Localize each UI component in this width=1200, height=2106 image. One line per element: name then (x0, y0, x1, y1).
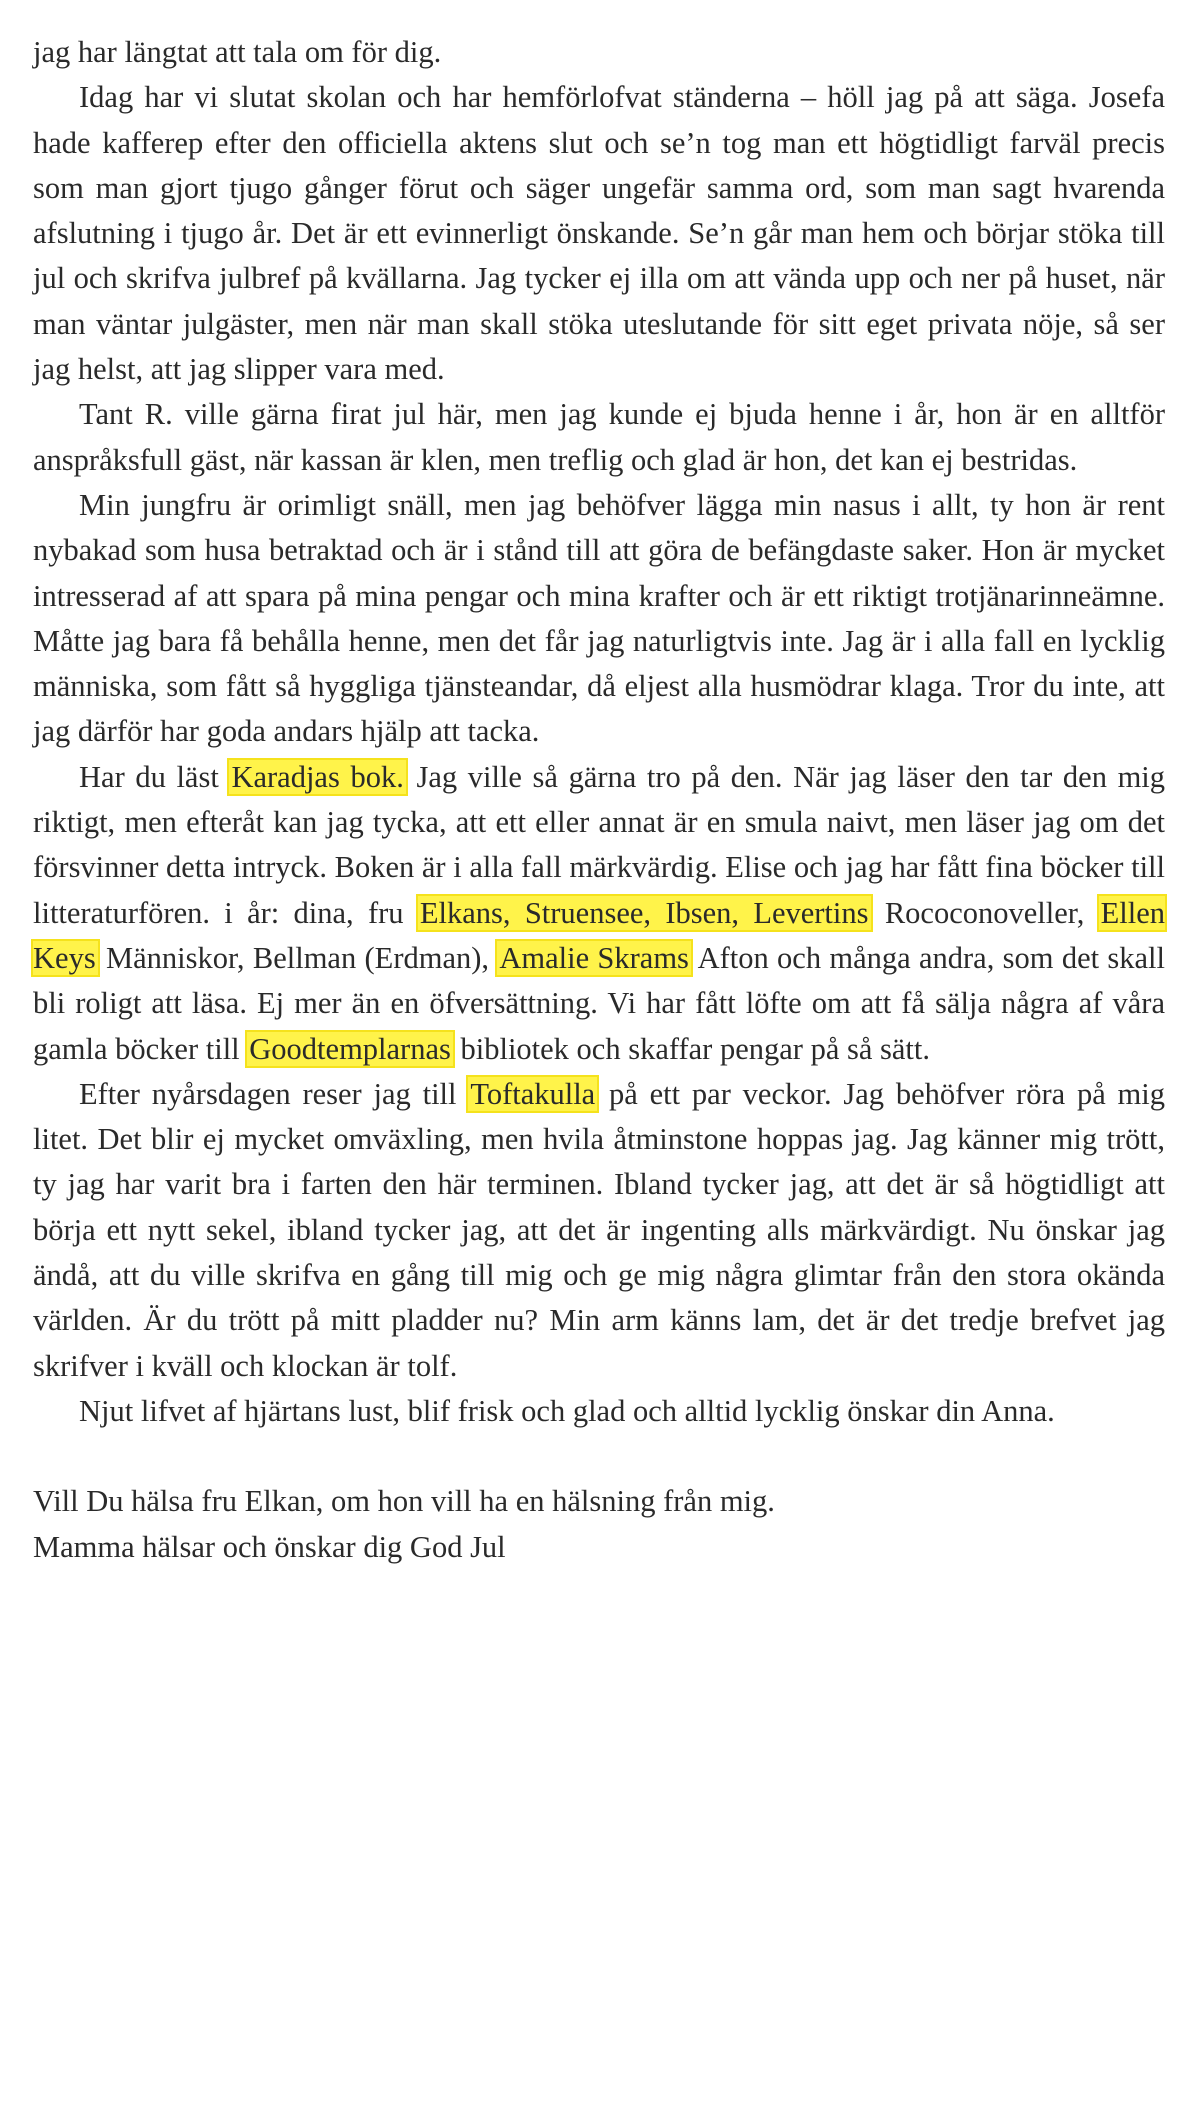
text-span: på ett par veckor. Jag behöfver röra på mig litet. Det blir ej mycket omväxling, men hvila åtminstone hoppas jag. Jag känner mig trött, ty jag har varit bra i farten den här terminen. Ibland tycker jag, att det är så högtidligt att börja ett nytt sekel, ibland tycker jag, att det är ingenting alls märkvärdigt. Nu önskar jag ändå, att du ville skrifva en gång till mig och ge mig några glimtar från den stora okända världen. Är du trött på mitt pladder nu? Min arm känns lam, det är det tredje brefvet jag skrifver i kväll och klockan är tolf. (33, 1076, 1166, 1383)
paragraph-6: Njut lifvet af hjärtans lust, blif frisk och glad och alltid lycklig önskar din Anna. (79, 1393, 1055, 1428)
text-span: Människor, Bellman (Erdman), (106, 940, 490, 975)
text-span: Har du läst (79, 759, 219, 794)
highlight-toftakulla: Toftakulla (470, 1076, 596, 1111)
text-span: Efter nyårsdagen reser jag till (79, 1076, 457, 1111)
letter-text (33, 30, 1165, 1570)
paragraph-0: jag har längtat att tala om för dig. (33, 35, 442, 69)
highlight-elkans-list: Elkans, Struensee, Ibsen, Levertins (419, 895, 869, 930)
text-span: Afton och många andra, som det skall bli roligt att läsa. Ej mer än en öfversättning. Vi har fått löfte om att få sälja några af våra gamla böcker till (33, 940, 1165, 1066)
paragraph-4 (33, 755, 1165, 1072)
paragraph-5 (33, 1072, 1165, 1389)
paragraph-2: Tant R. ville gärna firat jul här, men jag kunde ej bjuda henne i år, hon är en alltför anspråksfull gäst, när kassan är klen, men treflig och glad är hon, det kan ej bestridas. (33, 397, 1165, 477)
paragraph-3: Min jungfru är orimligt snäll, men jag behöfver lägga min nasus i allt, ty hon är rent nybakad som husa betraktad och är i stånd till att göra de befängdaste saker. Hon är mycket intresserad af att spara på mina pengar och mina krafter och är ett riktigt trotjänarinneämne. Måtte jag bara få behålla henne, men det får jag naturligtvis inte. Jag är i alla fall en lycklig människa, som fått så hyggliga tjänsteandar, då eljest alla husmödrar klaga. Tror du inte, att jag därför har goda andars hjälp att tacka. (33, 487, 1165, 749)
text-span: Rococonoveller, (884, 895, 1085, 930)
text-span: Jag ville så gärna tro på den. När jag läser den tar den mig riktigt, men efteråt kan jag tycka, att ett eller annat är en smula naivt, men läser jag om det försvinner detta intryck. Boken är i alla fall märkvärdig. Elise och jag har fått fina böcker till litteraturfören. i år: dina, fru (33, 759, 1166, 930)
highlight-goodtemplarnas: Goodtemplarnas (249, 1031, 451, 1066)
postscript-2: Mamma hälsar och önskar dig God Jul (33, 1529, 506, 1564)
highlight-ellen-keys: Ellen Keys (33, 895, 1166, 975)
highlight-karadjas-bok: Karadjas bok. (231, 759, 404, 794)
paragraph-1: Idag har vi slutat skolan och har hemförlofvat ständerna – höll jag på att säga. Josefa hade kafferep efter den officiella aktens slut och se’n tog man ett högtidligt farväl precis som man gjort tjugo gånger förut och säger ungefär samma ord, som man sagt hvarenda afslutning i tjugo år. Det är ett evinnerligt önskande. Se’n går man hem och börjar stöka till jul och skrifva julbref på kvällarna. Jag tycker ej illa om att vända upp och ner på huset, när man väntar julgäster, men när man skall stöka uteslutande för sitt eget privata nöje, så ser jag helst, att jag slipper vara med. (33, 80, 1165, 387)
postscript-1: Vill Du hälsa fru Elkan, om hon vill ha en hälsning från mig. (33, 1484, 775, 1519)
text-span: bibliotek och skaffar pengar på så sätt. (460, 1031, 930, 1066)
highlight-amalie-skrams: Amalie Skrams (499, 940, 689, 975)
